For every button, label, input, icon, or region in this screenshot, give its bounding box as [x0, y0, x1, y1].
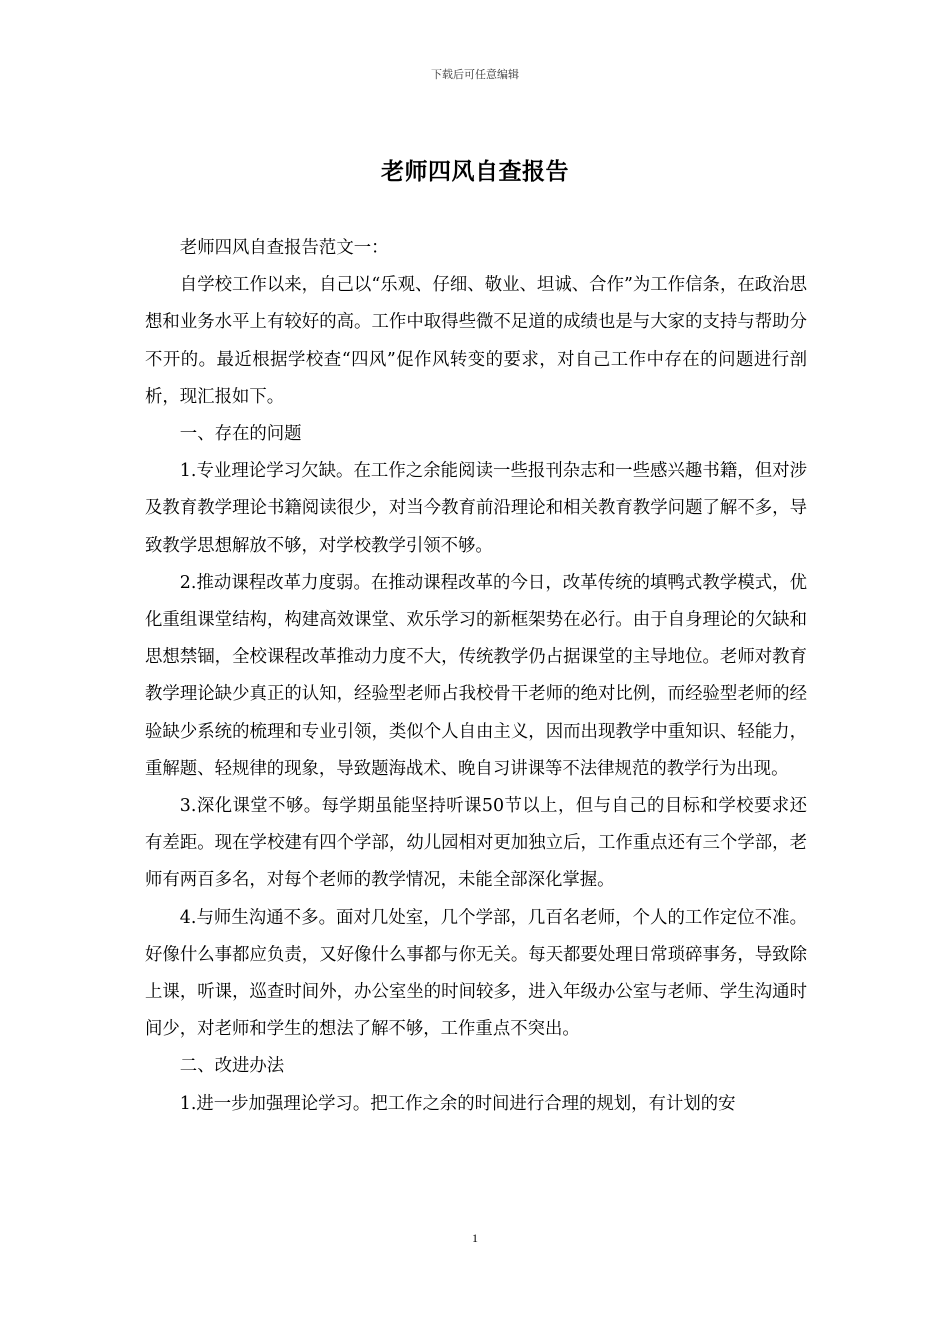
page-number: 1 — [472, 1231, 478, 1245]
paragraph-problem-2: 2.推动课程改革力度弱。在推动课程改革的今日，改革传统的填鸭式教学模式，优化重组课堂结构，构建高效课堂、欢乐学习的新框架势在必行。由于自身理论的欠缺和思想禁锢，全校课程改革推动力度不大，传统教学仍占据课堂的主导地位。老师对教育教学理论缺少真正的认知，经验型老师占我校骨干老师的绝对比例，而经验型老师的经验缺少系统的梳理和专业引领，类似个人自由主义，因而出现教学中重知识、轻能力，重解题、轻规律的现象，导致题海战术、晚自习讲课等不法律规范的教学行为出现。 — [145, 572, 807, 779]
paragraph-problem-4: 4.与师生沟通不多。面对几处室，几个学部，几百名老师，个人的工作定位不准。好像什么事都应负责，又好像什么事都与你无关。每天都要处理日常琐碎事务，导致除上课，听课，巡查时间外，办公室坐的时间较多，进入年级办公室与老师、学生沟通时间少，对老师和学生的想法了解不够，工作重点不突出。 — [145, 907, 807, 1040]
paragraph-intro: 自学校工作以来，自己以“乐观、仔细、敬业、坦诚、合作”为工作信条，在政治思想和业务水平上有较好的高。工作中取得些微不足道的成绩也是与大家的支持与帮助分不开的。最近根据学校查“四风”促作风转变的要求，对自己工作中存在的问题进行剖析，现汇报如下。 — [145, 275, 807, 407]
document-title: 老师四风自查报告 — [381, 159, 569, 185]
section-heading-problems: 一、存在的问题 — [179, 424, 302, 445]
paragraph-intro-label: 老师四风自查报告范文一： — [179, 238, 389, 258]
paragraph-improvement-1: 1.进一步加强理论学习。把工作之余的时间进行合理的规划，有计划的安 — [179, 1093, 736, 1114]
document-body — [145, 230, 807, 1123]
paragraph-problem-1: 1.专业理论学习欠缺。在工作之余能阅读一些报刊杂志和一些感兴趣书籍，但对涉及教育教学理论书籍阅读很少，对当今教育前沿理论和相关教育教学问题了解不多，导致教学思想解放不够，对学校教学引领不够。 — [145, 461, 807, 556]
section-heading-improvements: 二、改进办法 — [179, 1056, 285, 1077]
paragraph-problem-3: 3.深化课堂不够。每学期虽能坚持听课50节以上，但与自己的目标和学校要求还有差距。现在学校建有四个学部，幼儿园相对更加独立后，工作重点还有三个学部，老师有两百多名，对每个老师的教学情况，未能全部深化掌握。 — [145, 796, 807, 891]
page-header: 下载后可任意编辑 — [431, 68, 519, 81]
